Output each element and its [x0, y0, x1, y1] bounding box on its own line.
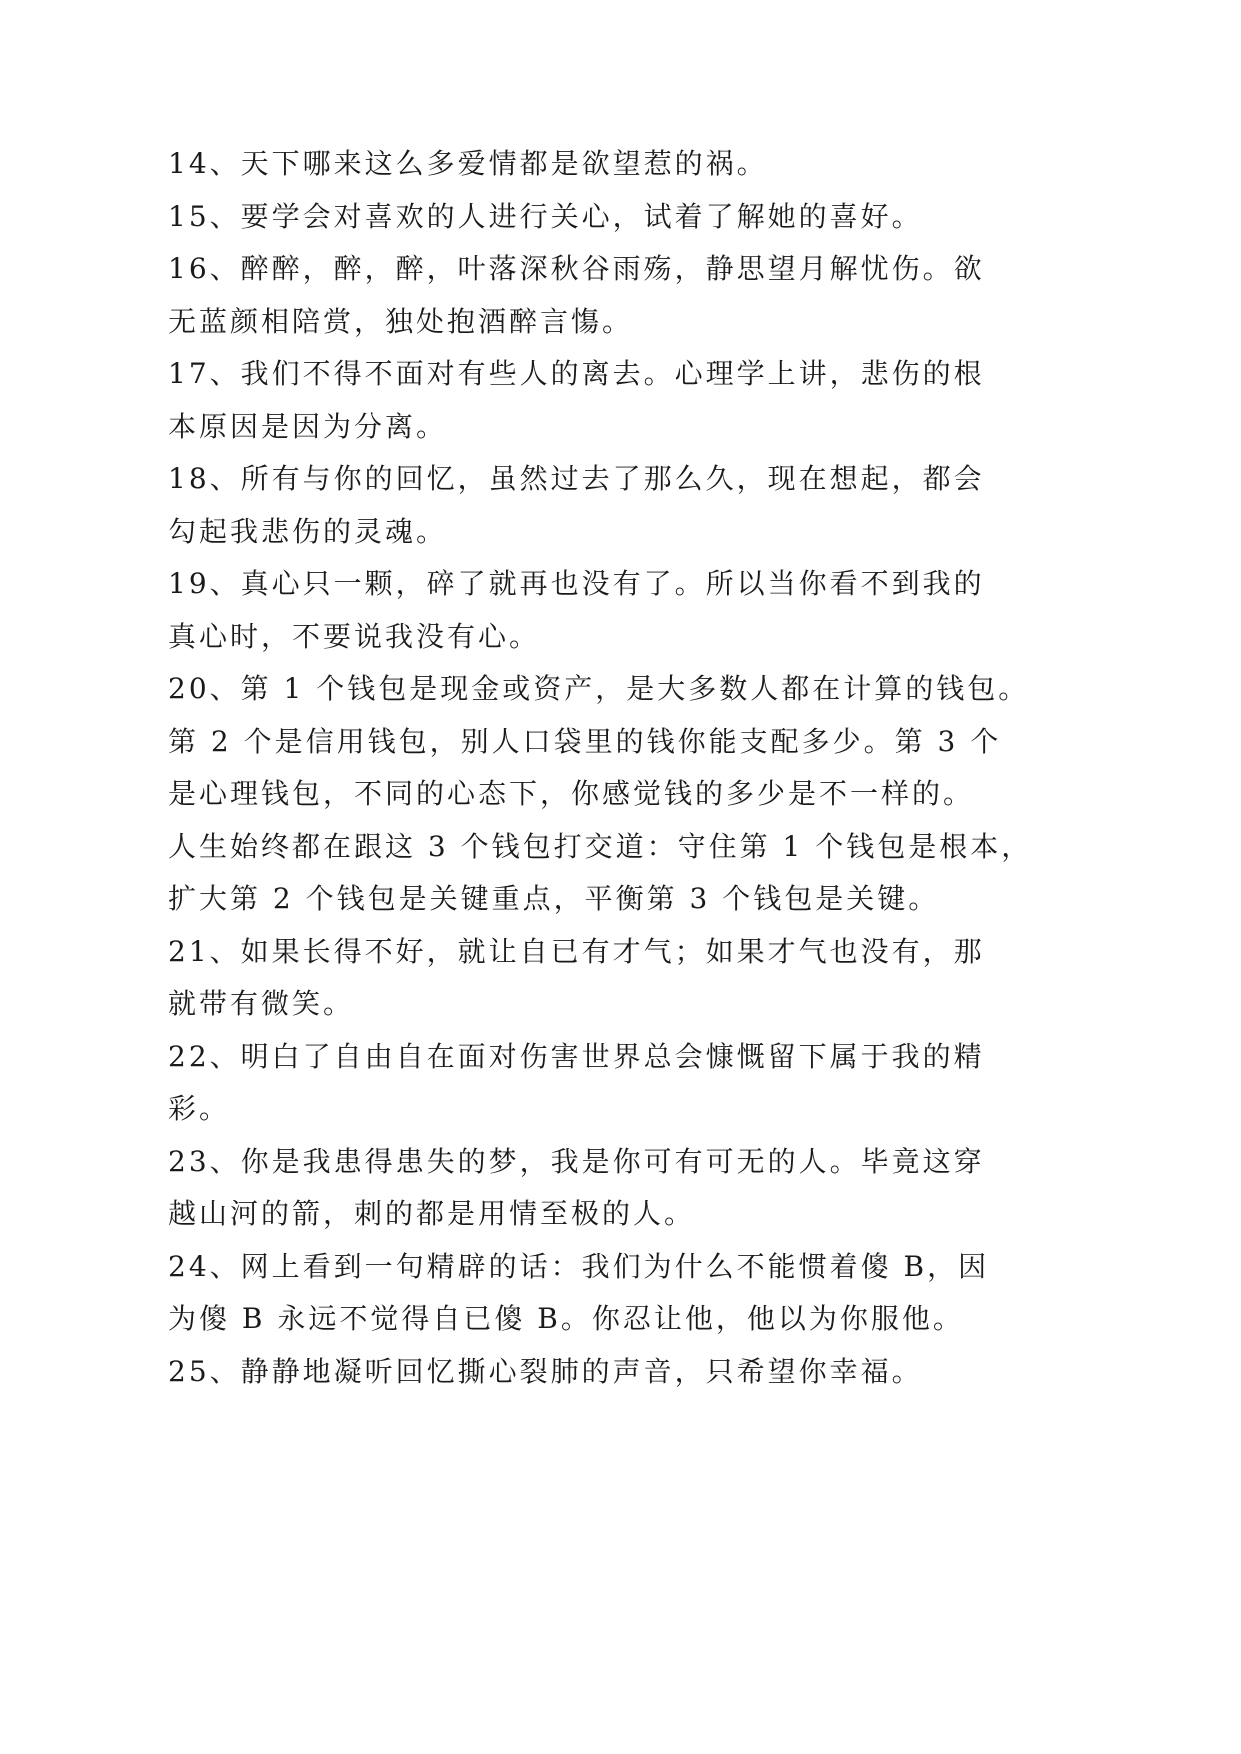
text-line: 就带有微笑。	[168, 987, 355, 1020]
text-line: 越山河的箭，刺的都是用情至极的人。	[168, 1197, 696, 1230]
text-line: 17、我们不得不面对有些人的离去。心理学上讲，悲伤的根	[168, 357, 985, 390]
text-line: 扩大第 2 个钱包是关键重点，平衡第 3 个钱包是关键。	[168, 882, 940, 915]
text-line: 彩。	[168, 1092, 231, 1125]
text-line: 16、醉醉，醉，醉，叶落深秋谷雨殇，静思望月解忧伤。欲	[168, 252, 985, 285]
text-line: 15、要学会对喜欢的人进行关心，试着了解她的喜好。	[168, 199, 923, 233]
text-line: 人生始终都在跟这 3 个钱包打交道：守住第 1 个钱包是根本，	[168, 829, 1033, 863]
text-line: 是心理钱包，不同的心态下，你感觉钱的多少是不一样的。	[168, 777, 975, 810]
text-line: 为傻 B 永远不觉得自已傻 B。你忍让他，他以为你服他。	[168, 1302, 964, 1335]
text-line: 22、明白了自由自在面对伤害世界总会慷慨留下属于我的精	[168, 1039, 985, 1073]
text-line: 真心时，不要说我没有心。	[168, 619, 541, 653]
text-line: 第 2 个是信用钱包，别人口袋里的钱你能支配多少。第 3 个	[168, 724, 1002, 758]
text-line: 18、所有与你的回忆，虽然过去了那么久，现在想起，都会	[168, 462, 985, 495]
text-line: 19、真心只一颗，碎了就再也没有了。所以当你看不到我的	[168, 567, 985, 600]
text-line: 23、你是我患得患失的梦，我是你可有可无的人。毕竟这穿	[168, 1144, 985, 1178]
text-line: 20、第 1 个钱包是现金或资产，是大多数人都在计算的钱包。	[168, 672, 1030, 705]
text-line: 14、天下哪来这么多爱情都是欲望惹的祸。	[168, 147, 768, 180]
text-line: 勾起我悲伤的灵魂。	[168, 514, 448, 548]
text-line: 21、如果长得不好，就让自已有才气；如果才气也没有，那	[168, 934, 985, 968]
text-line: 24、网上看到一句精辟的话：我们为什么不能惯着傻 B，因	[168, 1249, 990, 1283]
text-line: 25、静静地凝听回忆撕心裂肺的声音，只希望你幸福。	[168, 1354, 923, 1388]
text-line: 无蓝颜相陪赏，独处抱酒醉言慯。	[168, 304, 634, 338]
document-body	[168, 138, 1033, 1398]
text-line: 本原因是因为分离。	[168, 409, 448, 443]
